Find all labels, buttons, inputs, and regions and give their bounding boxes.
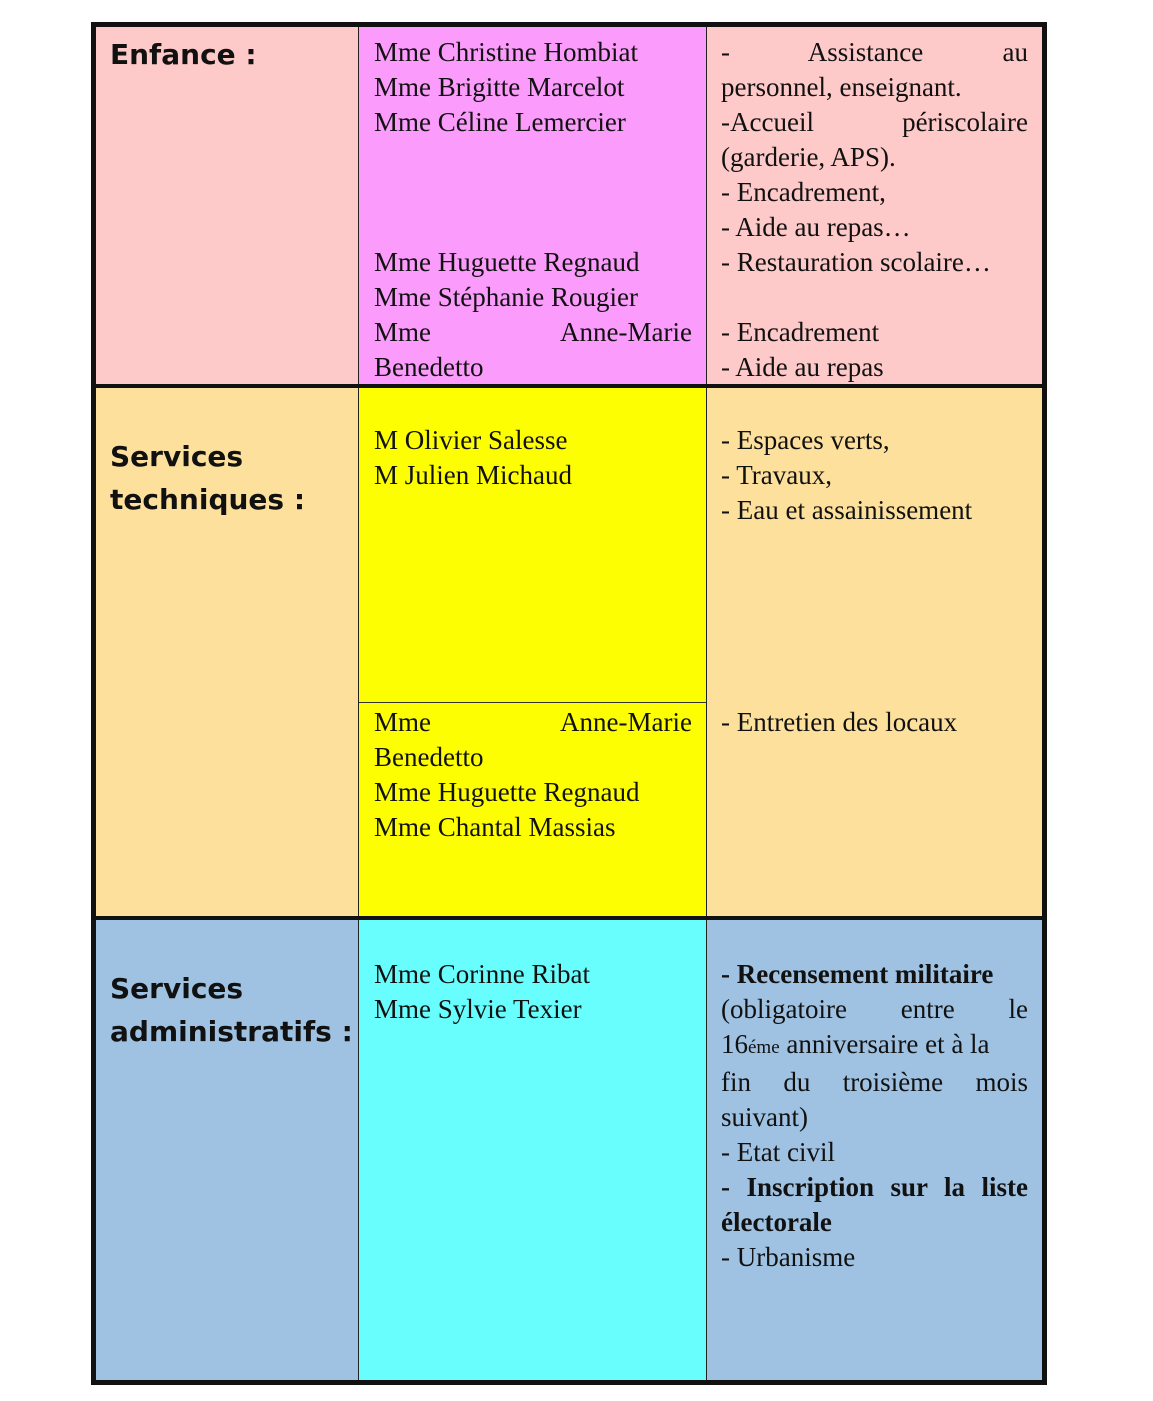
name-line: M Julien Michaud [374, 460, 572, 490]
name-part: Mme [374, 707, 431, 737]
name-line [374, 705, 692, 740]
task-part: le [1008, 994, 1028, 1024]
techniques-tasks-group2 [721, 705, 1028, 740]
name-line: Mme Corinne Ribat [374, 959, 590, 989]
task-line: - Entretien des locaux [721, 707, 958, 737]
techniques-subdivider [359, 702, 706, 703]
task-part: anniversaire et à la [779, 1029, 990, 1059]
task-part: Assistance [807, 37, 924, 67]
task-part: périscolaire [902, 107, 1028, 137]
task-line [721, 105, 1028, 140]
admin-label: Services administratifs : [110, 972, 353, 1048]
admin-tasks-cell [706, 920, 1042, 1380]
task-line [721, 1027, 1028, 1065]
admin-names [374, 957, 692, 1027]
enfance-tasks-cell [706, 27, 1042, 384]
task-line: - Espaces verts, [721, 425, 890, 455]
name-line: Mme Huguette Regnaud [374, 247, 640, 277]
admin-label-cell [96, 920, 358, 1380]
task-line: - Aide au repas [721, 352, 884, 382]
task-part: mois [975, 1067, 1029, 1097]
name-line: M Olivier Salesse [374, 425, 568, 455]
name-line: Mme Christine Hombiat [374, 37, 638, 67]
section-techniques [96, 388, 1042, 916]
task-line: suivant) [721, 1102, 808, 1132]
task-part: (obligatoire [721, 994, 847, 1024]
task-line [721, 992, 1028, 1027]
task-line: - Inscription sur la liste [721, 1172, 1028, 1202]
name-part: Anne-Marie [560, 707, 692, 737]
task-part: 16 [721, 1029, 748, 1059]
name-line [374, 315, 692, 350]
task-part: troisième [842, 1067, 944, 1097]
name-line: Mme Stéphanie Rougier [374, 282, 638, 312]
task-line: - Urbanisme [721, 1242, 856, 1272]
task-line: personnel, enseignant. [721, 72, 962, 102]
name-line: Mme Sylvie Texier [374, 994, 582, 1024]
admin-names-cell [358, 920, 706, 1380]
techniques-label: Services techniques : [110, 440, 306, 516]
name-line: Mme Brigitte Marcelot [374, 72, 625, 102]
enfance-label-cell [96, 27, 358, 384]
task-line: - Encadrement, [721, 177, 886, 207]
name-line: Mme Chantal Massias [374, 812, 616, 842]
task-line [721, 35, 1028, 70]
task-part: fin [721, 1067, 751, 1097]
task-line: - Eau et assainissement [721, 495, 973, 525]
ordinal-suffix: éme [748, 1037, 780, 1058]
task-part: entre [900, 994, 955, 1024]
techniques-label-cell [96, 388, 358, 916]
task-line: - Travaux, [721, 460, 833, 490]
task-line: - Recensement militaire [721, 959, 994, 989]
enfance-names-cell [358, 27, 706, 384]
name-line: Mme Huguette Regnaud [374, 777, 640, 807]
name-line: Benedetto [374, 352, 484, 382]
admin-tasks [721, 957, 1028, 1275]
task-line: (garderie, APS). [721, 142, 896, 172]
enfance-tasks-group2 [721, 315, 1028, 385]
section-administratifs [96, 920, 1042, 1380]
task-line [721, 1065, 1028, 1100]
enfance-names-group2 [374, 245, 692, 385]
task-line: électorale [721, 1207, 832, 1237]
section-enfance [96, 27, 1042, 384]
techniques-names-cell [358, 388, 706, 916]
techniques-names-group1 [374, 423, 692, 493]
name-part: Anne-Marie [560, 317, 692, 347]
enfance-names-group1 [374, 35, 692, 140]
task-line: - Encadrement [721, 317, 880, 347]
techniques-names-group2 [374, 705, 692, 845]
task-part: au [1002, 37, 1029, 67]
task-line: - Etat civil [721, 1137, 835, 1167]
task-line: - Restauration scolaire… [721, 247, 991, 277]
task-part: du [783, 1067, 811, 1097]
enfance-tasks [721, 35, 1028, 280]
enfance-label: Enfance : [110, 38, 257, 71]
task-part: - [721, 37, 730, 67]
name-line: Benedetto [374, 742, 484, 772]
techniques-tasks-group1 [721, 423, 1028, 528]
services-table [91, 22, 1047, 1385]
task-part: -Accueil [721, 107, 814, 137]
task-line: - Aide au repas… [721, 212, 911, 242]
name-part: Mme [374, 317, 431, 347]
name-line: Mme Céline Lemercier [374, 107, 626, 137]
techniques-tasks-cell [706, 388, 1042, 916]
